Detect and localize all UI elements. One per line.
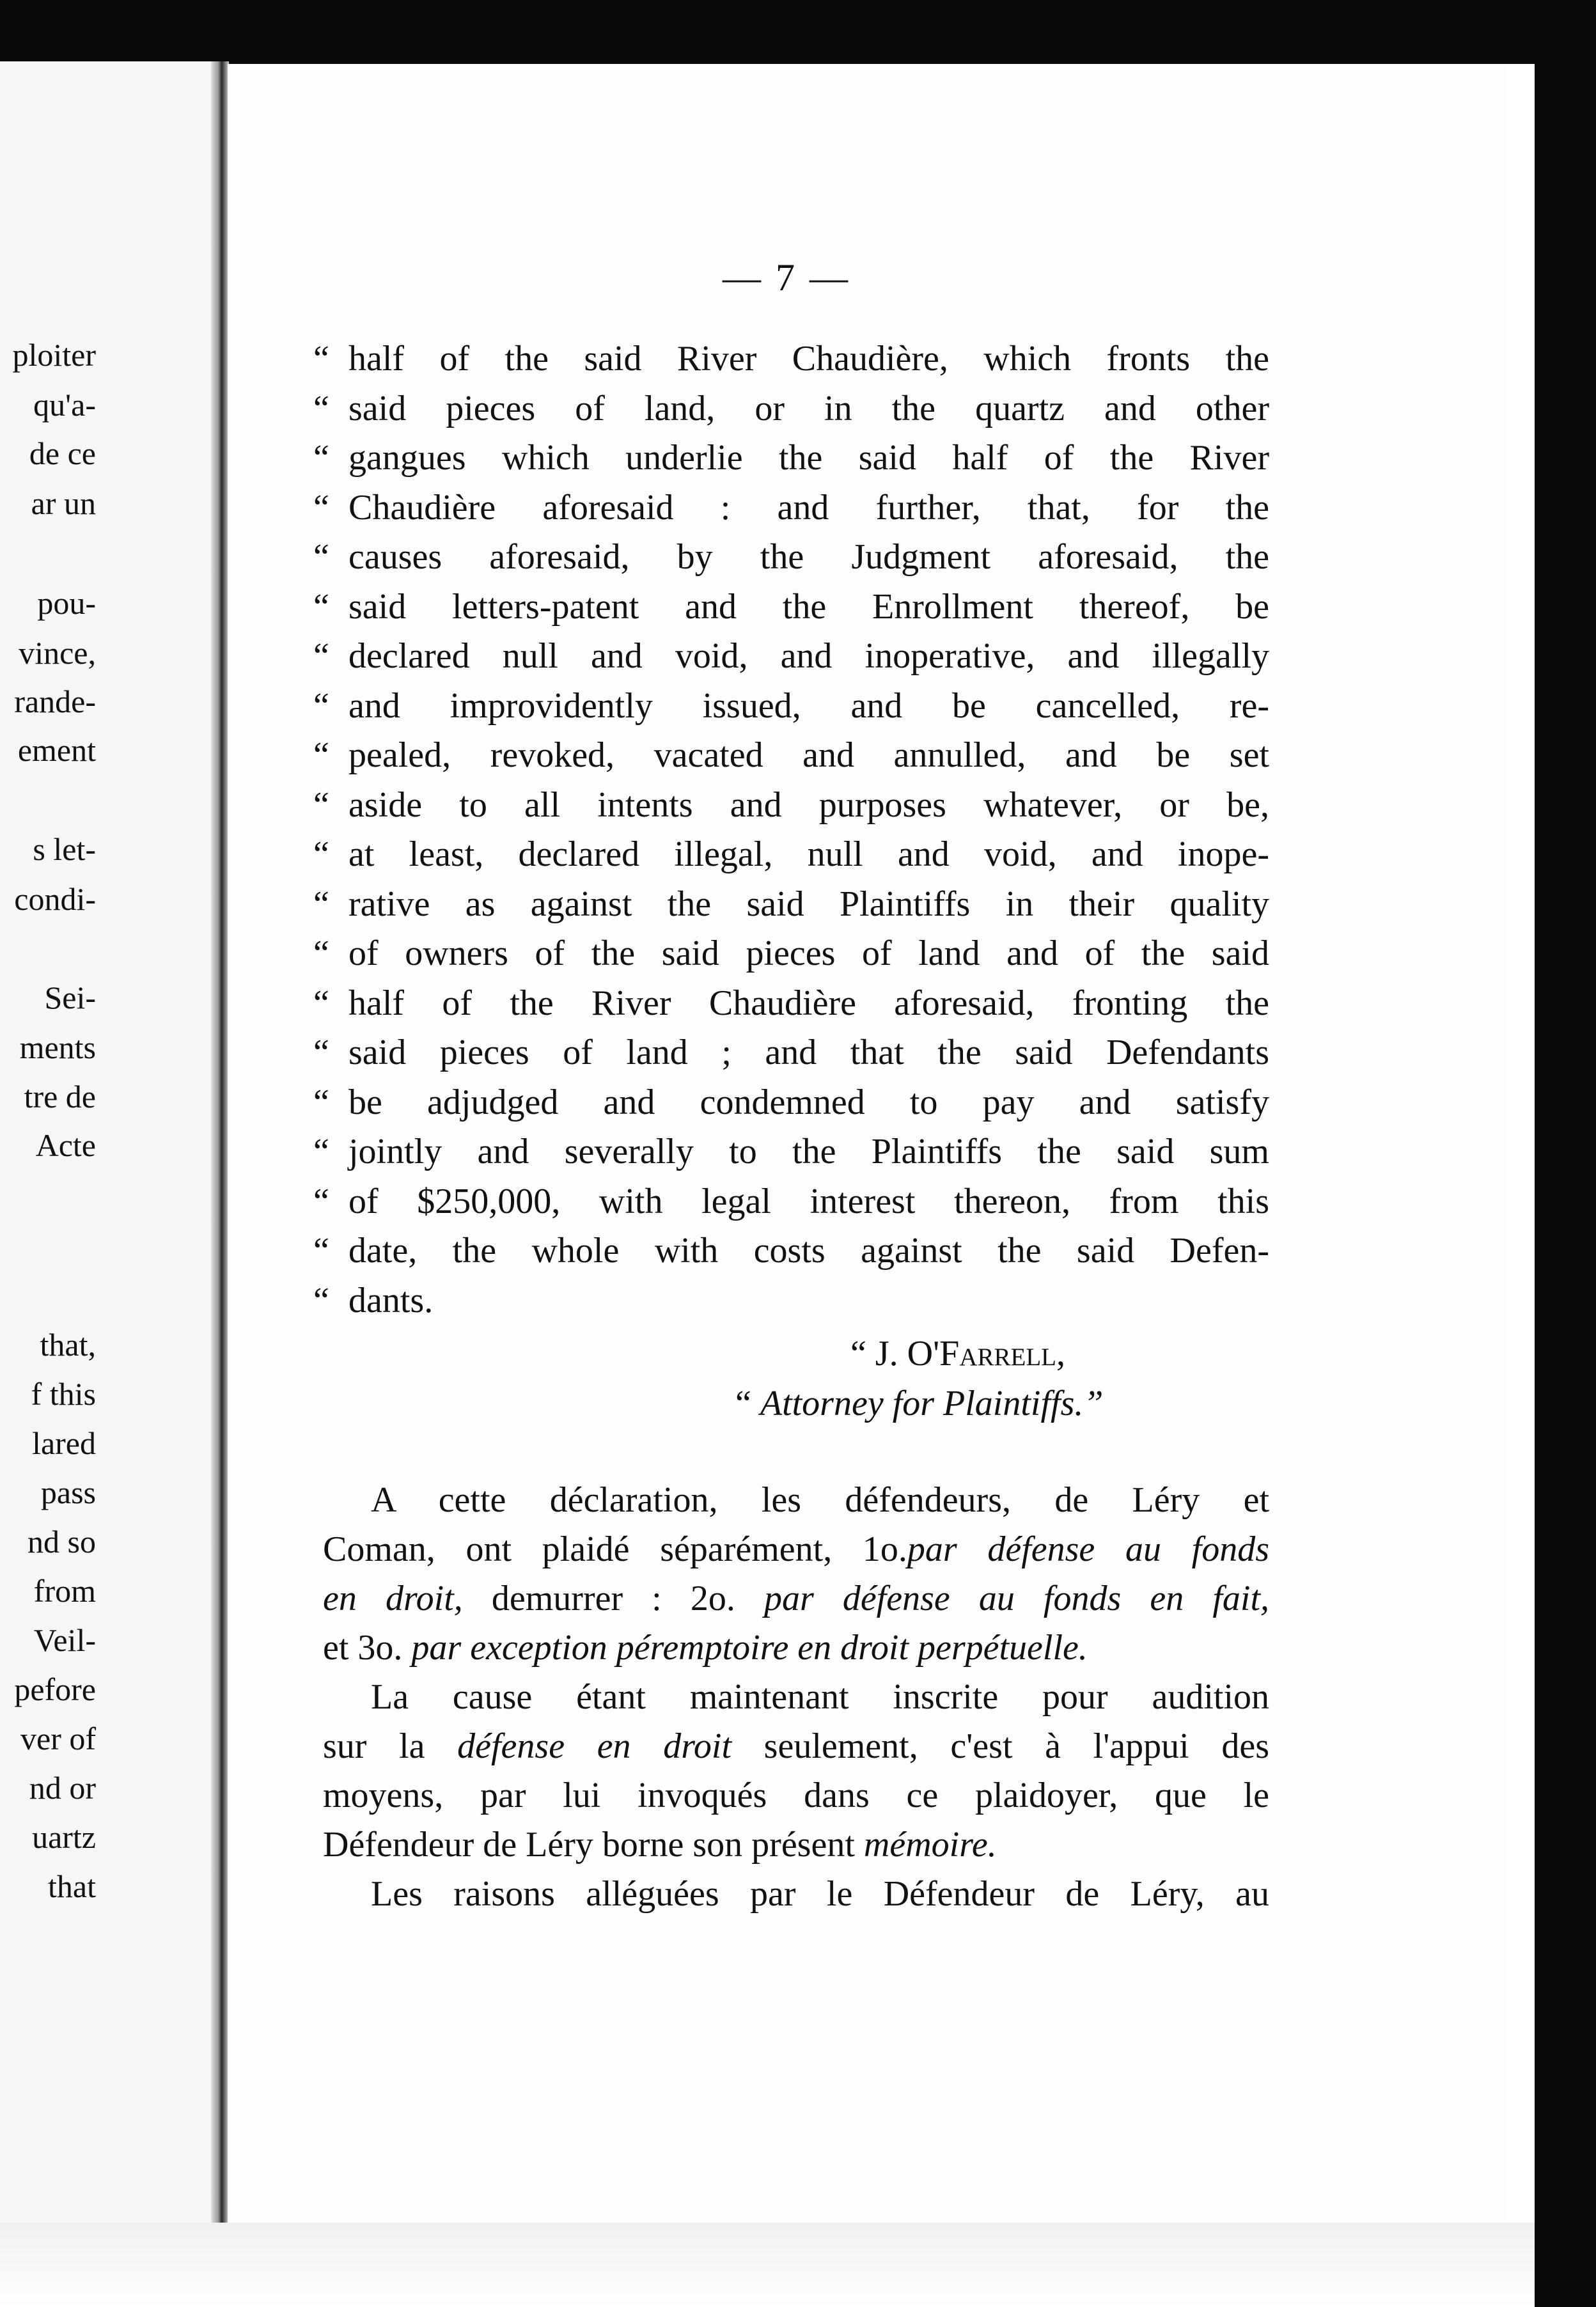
left-page-line: rande- xyxy=(14,684,96,719)
left-page-line: ar un xyxy=(31,485,96,521)
quote-mark: “ xyxy=(313,685,329,726)
quote-line-text: and improvidently issued, and be cancelled, re- xyxy=(348,685,1269,726)
left-page-line: f this xyxy=(31,1376,96,1412)
signature-name: “ J. O'Farrell, xyxy=(850,1334,1065,1373)
quote-line-text: be adjudged and condemned to pay and satisfy xyxy=(348,1082,1269,1122)
page-number: — 7 — xyxy=(723,256,850,299)
quote-line-text: at least, declared illegal, null and void, and inope- xyxy=(348,834,1269,874)
quote-line xyxy=(313,985,1269,1021)
left-page-line: s let- xyxy=(33,831,96,867)
scan-right-border xyxy=(1535,0,1596,2307)
left-page-line: that xyxy=(48,1868,96,1904)
quote-line xyxy=(313,685,1269,726)
quote-line-text: gangues which underlie the said half of the River xyxy=(348,438,1269,478)
left-page-line: pou- xyxy=(37,585,96,621)
quote-line xyxy=(313,836,1269,872)
quote-line-text: half of the said River Chaudière, which fronts the xyxy=(348,339,1269,379)
quote-line xyxy=(313,1035,1269,1070)
quote-line xyxy=(313,638,1269,674)
paragraph-3-line-1: Les raisons alléguées par le Défendeur de Léry, au xyxy=(371,1874,1269,1914)
quote-line-text: said letters-patent and the Enrollment thereof, be xyxy=(348,586,1269,627)
quote-mark: “ xyxy=(313,1033,329,1072)
quote-line xyxy=(313,487,1269,528)
quote-mark: “ xyxy=(313,1132,329,1171)
paragraph-1-line-4: et 3o. par exception péremptoire en droit perpétuelle. xyxy=(323,1628,1088,1668)
left-page-line: qu'a- xyxy=(33,387,96,423)
left-page-line: vince, xyxy=(19,635,96,671)
left-page-line: uartz xyxy=(32,1819,96,1855)
left-page-line: pefore xyxy=(14,1671,96,1707)
left-page-line: from xyxy=(33,1573,96,1609)
quote-line xyxy=(313,1134,1269,1169)
quote-mark: “ xyxy=(313,487,329,528)
left-page-line: nd so xyxy=(27,1524,96,1560)
quote-line-text: half of the River Chaudière aforesaid, fronting the xyxy=(348,983,1269,1023)
left-page-line: Acte xyxy=(35,1127,96,1163)
quote-mark: “ xyxy=(313,636,329,676)
quote-mark: “ xyxy=(313,934,329,973)
quote-line xyxy=(313,440,1269,476)
quote-mark: “ xyxy=(313,1231,329,1271)
quote-line xyxy=(313,1280,1269,1320)
quote-line xyxy=(313,388,1269,428)
quote-line-text: pealed, revoked, vacated and annulled, and be set xyxy=(348,735,1269,775)
quote-line xyxy=(313,341,1269,377)
quote-line-text: dants. xyxy=(348,1280,434,1320)
left-page-line: pass xyxy=(40,1474,96,1510)
quote-line-text: of owners of the said pieces of land and of the said xyxy=(348,934,1269,973)
paragraph-2-line-2: sur la défense en droit seulement, c'est à l'appui des xyxy=(323,1726,1269,1766)
left-page-line: condi- xyxy=(14,881,96,917)
left-page-line: tre de xyxy=(24,1079,96,1114)
quote-mark: “ xyxy=(313,834,329,874)
quote-line-text: declared null and void, and inoperative, and illegally xyxy=(348,636,1269,676)
left-page-line: Veil- xyxy=(33,1622,96,1658)
quote-line xyxy=(313,539,1269,575)
quote-line xyxy=(313,886,1269,922)
quote-line-text: causes aforesaid, by the Judgment aforesaid, the xyxy=(348,537,1269,577)
quote-line-text: rative as against the said Plaintiffs in their quality xyxy=(348,884,1269,924)
quote-mark: “ xyxy=(313,735,329,775)
left-page-line: nd or xyxy=(29,1770,96,1806)
paragraph-2-line-3: moyens, par lui invoqués dans ce plaidoyer, que le xyxy=(323,1776,1269,1815)
quote-line xyxy=(313,586,1269,627)
quote-line-text: said pieces of land ; and that the said Defendants xyxy=(348,1033,1269,1072)
quote-line xyxy=(313,1181,1269,1221)
scan-bottom-margin xyxy=(0,2223,1535,2307)
quote-mark: “ xyxy=(313,884,329,924)
quote-line xyxy=(313,1084,1269,1120)
quote-mark: “ xyxy=(313,537,329,577)
paragraph-1-line-2: Coman, ont plaidé séparément, 1o.par défense au fonds xyxy=(323,1529,1269,1569)
quote-line xyxy=(313,737,1269,773)
quote-line xyxy=(313,787,1269,823)
quote-mark: “ xyxy=(313,983,329,1023)
scan-top-border xyxy=(0,0,1596,64)
quote-mark: “ xyxy=(313,438,329,478)
quote-line xyxy=(313,935,1269,971)
left-page-line: de ce xyxy=(29,435,96,471)
left-page-line: ments xyxy=(19,1029,96,1065)
left-page-line: ploiter xyxy=(12,337,96,373)
book-gutter xyxy=(211,61,229,2223)
left-page-line: ver of xyxy=(20,1721,96,1756)
quote-mark: “ xyxy=(313,586,329,627)
left-page-line: ement xyxy=(17,732,96,768)
quote-line-text: jointly and severally to the Plaintiffs the said sum xyxy=(348,1132,1269,1171)
signature-title: “ Attorney for Plaintiffs.” xyxy=(735,1384,1104,1423)
quote-mark: “ xyxy=(313,339,329,379)
quote-line xyxy=(313,1233,1269,1269)
quote-mark: “ xyxy=(313,1280,329,1320)
left-page-line: Sei- xyxy=(44,980,96,1015)
quote-line-text: Chaudière aforesaid : and further, that, for the xyxy=(348,487,1269,528)
left-page-line: lared xyxy=(32,1425,96,1461)
paragraph-1-line-1: A cette déclaration, les défendeurs, de Léry et xyxy=(371,1480,1269,1520)
quote-mark: “ xyxy=(313,1181,329,1221)
quote-line-text: date, the whole with costs against the said Defen- xyxy=(348,1231,1269,1271)
left-page-fragment xyxy=(0,61,217,2223)
quote-mark: “ xyxy=(313,388,329,428)
quote-mark: “ xyxy=(313,1082,329,1122)
quote-line-text: of $250,000, with legal interest thereon, from this xyxy=(348,1181,1269,1221)
quote-mark: “ xyxy=(313,785,329,825)
paragraph-1-line-3: en droit, demurrer : 2o. par défense au fonds en fait, xyxy=(323,1579,1269,1618)
quote-line-text: aside to all intents and purposes whatever, or be, xyxy=(348,785,1269,825)
left-page-line: that, xyxy=(40,1327,96,1363)
quote-line-text: said pieces of land, or in the quartz and other xyxy=(348,388,1269,428)
paragraph-2-line-4: Défendeur de Léry borne son présent mémoire. xyxy=(323,1825,997,1865)
paragraph-2-line-1: La cause étant maintenant inscrite pour audition xyxy=(371,1677,1269,1717)
